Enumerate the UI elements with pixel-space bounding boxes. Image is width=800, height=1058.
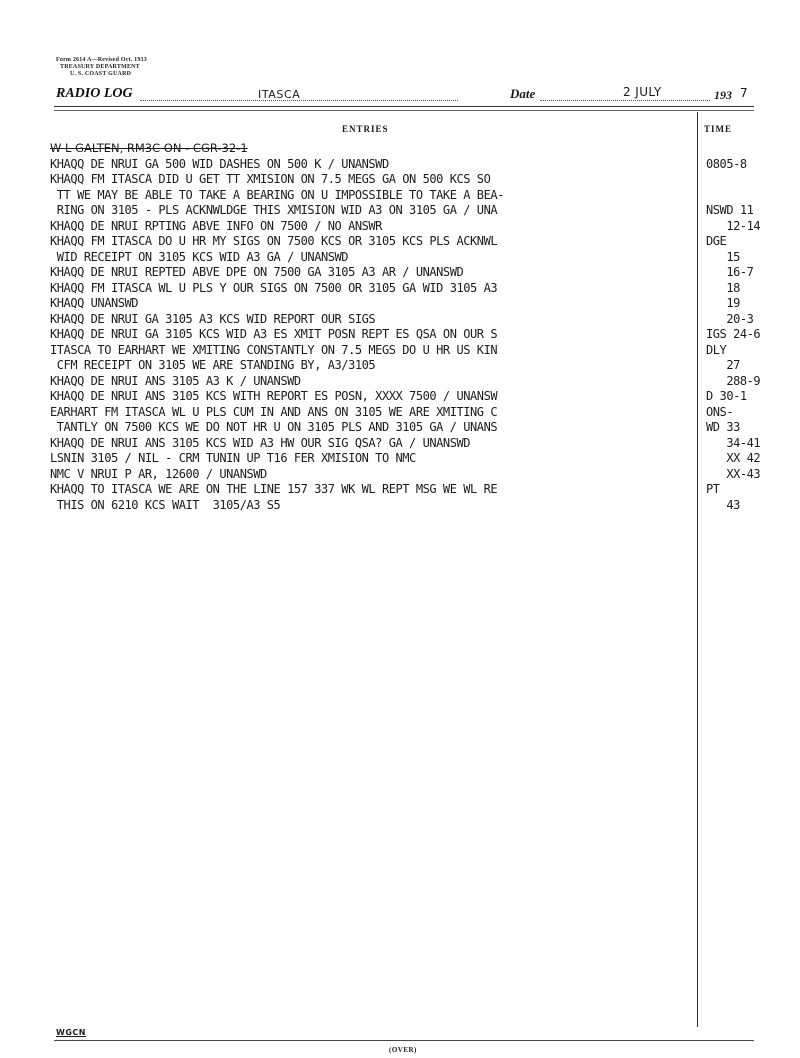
vessel-name: ITASCA [258,88,301,101]
log-lines [50,157,765,514]
log-entry-time: 20-3 [706,311,754,326]
header-rule-secondary [54,110,754,111]
log-entry [50,188,765,204]
log-entry [50,312,765,328]
log-entry-time: 43 [706,497,740,512]
log-entry-text: KHAQQ DE NRUI ANS 3105 A3 K / UNANSWD [50,373,301,388]
log-entries [50,141,765,513]
log-entry-text: TT WE MAY BE ABLE TO TAKE A BEARING ON U IMPOSSIBLE TO TAKE A BEA- [50,187,504,202]
log-entry [50,234,765,250]
form-number: Form 2614 A—Revised Oct. 1933 [56,57,147,63]
log-entry-time: 12-14 [706,218,761,233]
year-suffix: 7 [740,86,748,100]
log-entry-time: 34-41 [706,435,761,450]
log-entry-time: 18 [706,280,740,295]
log-entry-time: 16-7 [706,265,754,279]
header-rule [54,106,754,107]
log-entry [50,467,765,483]
log-entry-text: KHAQQ DE NRUI REPTED ABVE DPE ON 7500 GA 3105 A3 AR / UNANSWD [50,265,464,279]
log-entry [50,436,765,452]
log-entry [50,296,765,312]
log-entry-time: 19 [706,296,740,310]
operator-line [50,141,765,157]
log-entry-text: RING ON 3105 - PLS ACKNWLDGE THIS XMISION WID A3 ON 3105 GA / UNA [50,203,498,217]
date-dotted-line [540,100,710,101]
log-entry-text: NMC V NRUI P AR, 12600 / UNANSWD [50,466,267,481]
log-entry-text: KHAQQ UNANSWD [50,296,139,310]
log-entry-text: EARHART FM ITASCA WL U PLS CUM IN AND ANS ON 3105 WE ARE XMITING C [50,404,498,419]
log-entry-time: ONS- [706,404,734,419]
date-label: Date [510,86,536,101]
log-entry-time: XX-43 [706,466,761,481]
log-entry [50,482,765,498]
log-entry-time: 288-9 [706,373,761,388]
log-entry [50,374,765,390]
log-entry-text: KHAQQ FM ITASCA DID U GET TT XMISION ON 7.5 MEGS GA ON 500 KCS SO [50,172,491,186]
log-entry-text: ITASCA TO EARHART WE XMITING CONSTANTLY ON 7.5 MEGS DO U HR US KIN [50,342,498,357]
form-identifier [56,57,147,78]
log-title: RADIO LOG [56,86,133,101]
department-name: TREASURY DEPARTMENT [60,64,140,70]
log-entry [50,451,765,467]
log-entry [50,389,765,405]
log-entry [50,157,765,173]
log-entry-time: 15 [706,249,740,264]
log-entry-text: KHAQQ DE NRUI GA 500 WID DASHES ON 500 K / UNANSWD [50,156,389,171]
log-entry-text: TANTLY ON 7500 KCS WE DO NOT HR U ON 3105 PLS AND 3105 GA / UNANS [50,420,498,434]
log-entry-time: NSWD 11 [706,203,754,217]
log-entry [50,498,765,514]
log-entry [50,265,765,281]
log-entry-time: DGE [706,234,727,248]
log-entry-text: KHAQQ DE NRUI ANS 3105 KCS WID A3 HW OUR SIG QSA? GA / UNANSWD [50,435,471,450]
year-prefix: 193 [714,88,732,102]
log-entry [50,405,765,421]
time-column-header: TIME [704,124,733,134]
log-entry-time: XX 42 [706,451,761,465]
date-value: 2 JULY [623,85,662,99]
log-entry-text: WID RECEIPT ON 3105 KCS WID A3 GA / UNANSWD [50,249,349,264]
log-entry [50,203,765,219]
log-entry-text: THIS ON 6210 KCS WAIT 3105/A3 S5 [50,497,281,512]
log-entry-time: WD 33 [706,420,740,434]
log-entry-time: PT [706,482,720,496]
over-label: (OVER) [389,1046,417,1054]
log-entry [50,250,765,266]
footer-rule [54,1040,754,1041]
entries-column-header: ENTRIES [342,124,389,134]
log-entry-text: KHAQQ DE NRUI GA 3105 A3 KCS WID REPORT OUR SIGS [50,311,376,326]
log-entry-time: IGS 24-6 [706,327,761,341]
log-entry-text: KHAQQ FM ITASCA DO U HR MY SIGS ON 7500 KCS OR 3105 KCS PLS ACKNWL [50,234,498,248]
log-entry-text: KHAQQ DE NRUI RPTING ABVE INFO ON 7500 / NO ANSWR [50,218,382,233]
log-entry [50,343,765,359]
log-entry [50,281,765,297]
log-entry-text: CFM RECEIPT ON 3105 WE ARE STANDING BY, A3/3105 [50,358,376,372]
log-entry-time: D 30-1 [706,389,747,403]
log-entry [50,327,765,343]
log-entry [50,358,765,374]
log-entry-text: KHAQQ TO ITASCA WE ARE ON THE LINE 157 337 WK WL REPT MSG WE WL RE [50,482,498,496]
log-entry-text: KHAQQ DE NRUI ANS 3105 KCS WITH REPORT ES POSN, XXXX 7500 / UNANSW [50,389,498,403]
coast-guard-name: U. S. COAST GUARD [70,71,132,77]
log-entry [50,420,765,436]
log-entry [50,219,765,235]
log-entry-text: KHAQQ FM ITASCA WL U PLS Y OUR SIGS ON 7500 OR 3105 GA WID 3105 A3 [50,280,498,295]
log-entry-time: 27 [706,358,740,372]
log-entry-time: DLY [706,342,727,357]
log-entry-text: KHAQQ DE NRUI GA 3105 KCS WID A3 ES XMIT POSN REPT ES QSA ON OUR S [50,327,498,341]
log-entry [50,172,765,188]
operator-text: W L GALTEN, RM3C ON - CGR-32-1 [50,141,248,155]
log-entry-time: 0805-8 [706,156,747,171]
footer-code: WGCN [56,1028,86,1037]
log-entry-text: LSNIN 3105 / NIL - CRM TUNIN UP T16 FER XMISION TO NMC [50,451,416,465]
